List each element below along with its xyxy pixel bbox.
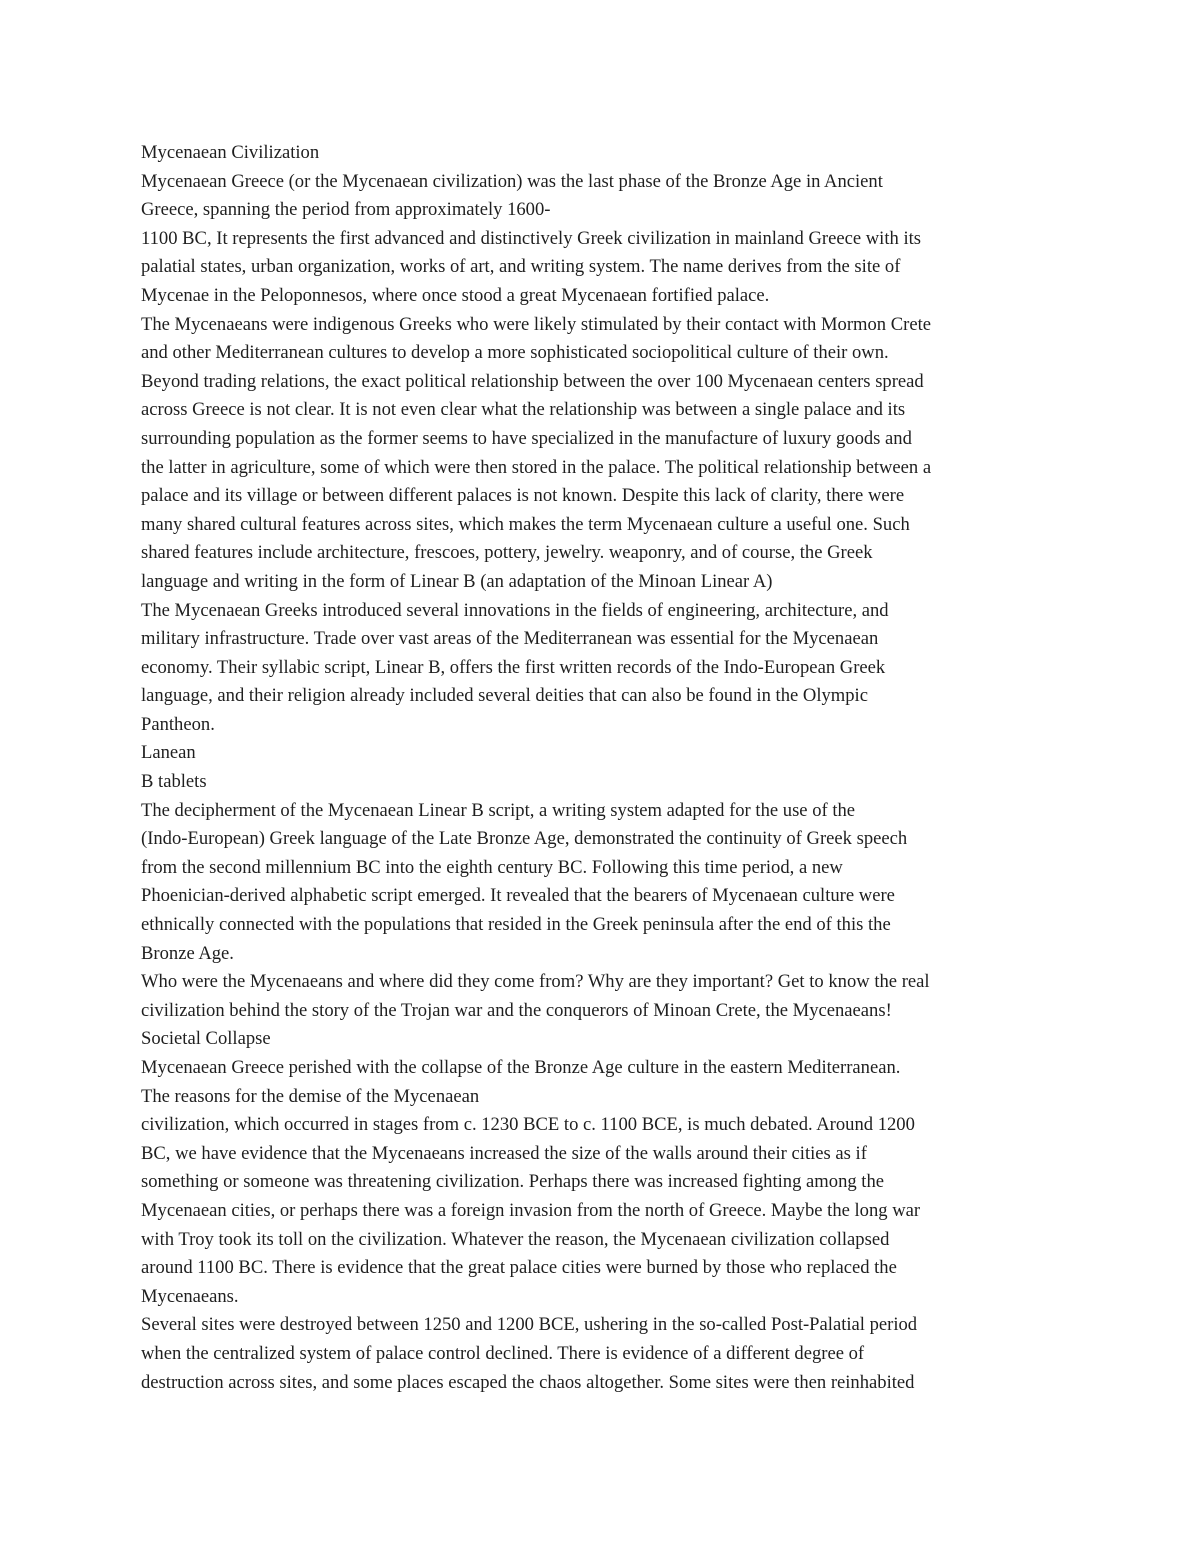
text-line: Mycenaean Civilization: [141, 142, 320, 163]
text-line: civilization, which occurred in stages from c. 1230 BCE to c. 1100 BCE, is much debated. Around 1200: [141, 1114, 915, 1136]
text-line: Mycenaean Greece perished with the collapse of the Bronze Age culture in the eastern Mediterranean.: [141, 1057, 901, 1078]
text-line: language and writing in the form of Linear B (an adaptation of the Minoan Linear A): [141, 570, 773, 592]
text-line: Pantheon.: [141, 713, 215, 735]
text-line: Phoenician-derived alphabetic script emerged. It revealed that the bearers of Mycenaean culture were: [141, 885, 895, 907]
text-line: Lanean: [141, 742, 196, 764]
text-line: language, and their religion already included several deities that can also be found in the Olympic: [141, 685, 868, 707]
text-line: shared features include architecture, frescoes, pottery, jewelry. weaponry, and of course, the Greek: [141, 542, 873, 564]
text-line: civilization behind the story of the Trojan war and the conquerors of Minoan Crete, the Mycenaeans!: [141, 999, 892, 1021]
text-line: 1100 BC, It represents the first advanced and distinctively Greek civilization in mainland Greece with its: [141, 227, 922, 249]
text-line: Mycenae in the Peloponnesos, where once stood a great Mycenaean fortified palace.: [141, 284, 770, 306]
text-line: destruction across sites, and some places escaped the chaos altogether. Some sites were then reinhabited: [141, 1371, 915, 1393]
text-line: many shared cultural features across sites, which makes the term Mycenaean culture a useful one. Such: [141, 513, 910, 535]
text-line: (Indo-European) Greek language of the Late Bronze Age, demonstrated the continuity of Greek speech: [141, 828, 908, 850]
text-line: surrounding population as the former seems to have specialized in the manufacture of luxury goods and: [141, 427, 912, 449]
text-line: around 1100 BC. There is evidence that the great palace cities were burned by those who replaced the: [141, 1257, 897, 1279]
text-line: economy. Their syllabic script, Linear B, offers the first written records of the Indo-European Greek: [141, 656, 886, 678]
text-line: B tablets: [141, 771, 207, 793]
text-line: Who were the Mycenaeans and where did they come from? Why are they important? Get to know the real: [141, 971, 930, 993]
text-line: The decipherment of the Mycenaean Linear B script, a writing system adapted for the use of the: [141, 799, 856, 821]
text-line: Societal Collapse: [141, 1028, 271, 1050]
text-line: ethnically connected with the populations that resided in the Greek peninsula after the end of this the: [141, 914, 891, 936]
text-line: Several sites were destroyed between 1250 and 1200 BCE, ushering in the so-called Post-Palatial period: [141, 1314, 918, 1336]
text-line: Mycenaean cities, or perhaps there was a foreign invasion from the north of Greece. Maybe the long war: [141, 1199, 921, 1221]
text-line: Mycenaean Greece (or the Mycenaean civilization) was the last phase of the Bronze Age in Ancient: [141, 170, 883, 192]
text-line: Mycenaeans.: [141, 1285, 239, 1307]
text-line: military infrastructure. Trade over vast areas of the Mediterranean was essential for the Mycenaean: [141, 628, 879, 650]
text-line: BC, we have evidence that the Mycenaeans increased the size of the walls around their cities as if: [141, 1142, 867, 1164]
text-line: across Greece is not clear. It is not even clear what the relationship was between a single palace and its: [141, 399, 906, 421]
text-line: from the second millennium BC into the eighth century BC. Following this time period, a new: [141, 856, 843, 878]
text-line: palatial states, urban organization, works of art, and writing system. The name derives from the site of: [141, 256, 901, 278]
text-line: something or someone was threatening civilization. Perhaps there was increased fighting among the: [141, 1171, 885, 1193]
text-line: Bronze Age.: [141, 942, 234, 964]
text-line: The Mycenaeans were indigenous Greeks who were likely stimulated by their contact with Mormon Crete: [141, 313, 931, 335]
text-line: palace and its village or between different palaces is not known. Despite this lack of clarity, there were: [141, 485, 905, 507]
text-line: The reasons for the demise of the Mycenaean: [141, 1085, 480, 1107]
text-line: The Mycenaean Greeks introduced several innovations in the fields of engineering, architecture, and: [141, 599, 889, 621]
text-line: the latter in agriculture, some of which were then stored in the palace. The political relationship between a: [141, 456, 932, 478]
text-line: when the centralized system of palace control declined. There is evidence of a different degree of: [141, 1342, 865, 1364]
document-body: [141, 139, 1066, 1397]
text-line: Greece, spanning the period from approximately 1600-: [141, 199, 551, 221]
text-line: Beyond trading relations, the exact political relationship between the over 100 Mycenaean centers spread: [141, 370, 924, 392]
text-line: and other Mediterranean cultures to develop a more sophisticated sociopolitical culture of their own.: [141, 342, 889, 364]
text-line: with Troy took its toll on the civilization. Whatever the reason, the Mycenaean civilization collapsed: [141, 1228, 890, 1250]
